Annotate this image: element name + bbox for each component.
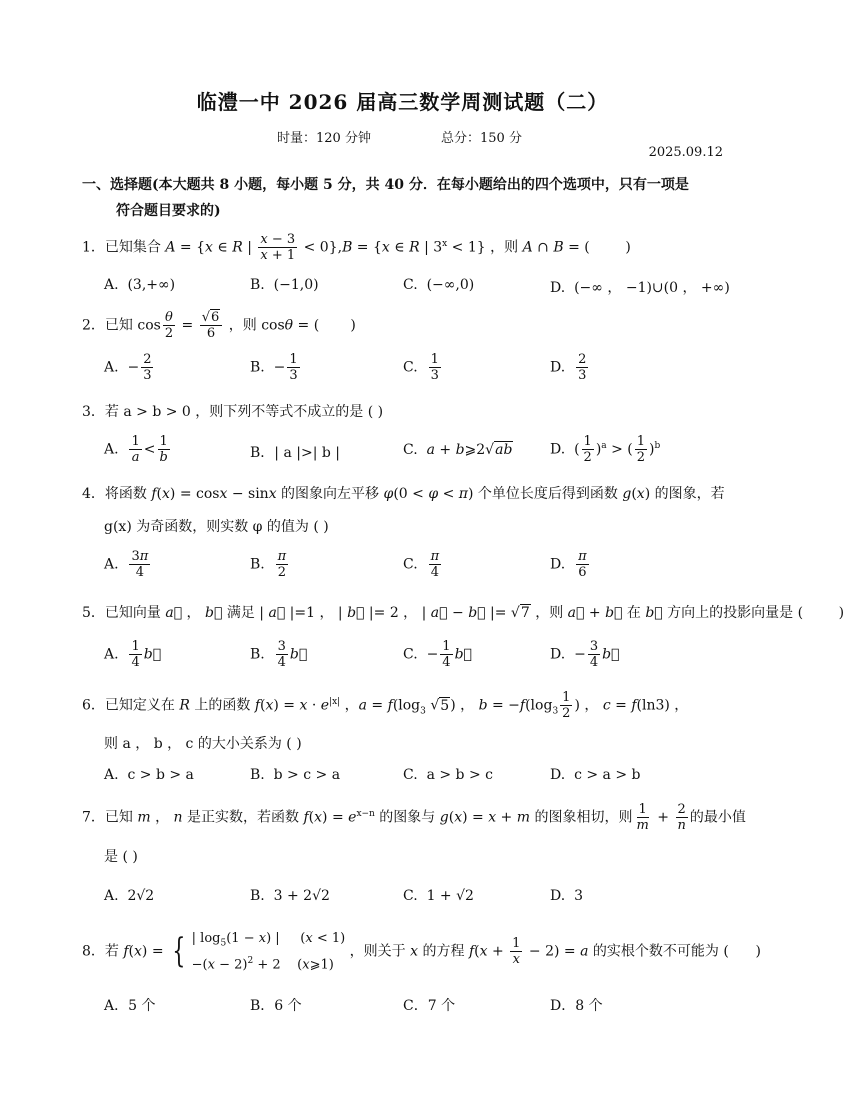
q1-option-a[interactable]: A. (3,+∞) xyxy=(104,277,176,293)
question-7-stem: 7．已知 m ， n 是正实数，若函数 $f(x) = e^{x-n}$ 的图象与 g(x) = x + m 的图象相切，则 $\frac{1}{m}$ + $\frac{2}{n}$ 的最小值 xyxy=(82,802,746,833)
q8-option-d[interactable]: D．8 个 xyxy=(550,998,603,1014)
q8-option-a[interactable]: A．5 个 xyxy=(104,998,156,1014)
q3-option-a[interactable]: A. $\frac{1}{a}$ < $\frac{1}{b}$ xyxy=(104,434,168,465)
q7-option-a-value: 2√2 xyxy=(127,888,155,904)
section-heading: 一、选择题(本大题共 8 小题，每小题 5 分，共 40 分．在每小题给出的四个选项中，只有一项是 xyxy=(82,177,689,193)
q8-option-c-value: 7 个 xyxy=(427,998,456,1014)
question-7-stem-cont: 是 ( ) xyxy=(104,849,138,865)
q3-option-c[interactable]: C. a + b⩾2√ab xyxy=(403,442,513,458)
q4-option-d[interactable]: D. $\frac{\pi}{6}$ xyxy=(550,549,587,580)
q5-option-c[interactable]: C. − $\frac{1}{4}$ b⃗ xyxy=(403,639,472,670)
q7-option-c-value: 1 + √2 xyxy=(426,888,474,904)
q1-option-c[interactable]: C. (−∞,0) xyxy=(403,277,475,293)
q1-option-c-value: (−∞,0) xyxy=(426,277,475,293)
q6-option-c-value: a > b > c xyxy=(426,767,493,783)
q5-option-b[interactable]: B. $\frac{3}{4}$ b⃗ xyxy=(250,639,308,670)
q6-option-a[interactable]: A. c > b > a xyxy=(104,767,194,783)
q7-option-b[interactable]: B. 3 + 2√2 xyxy=(250,888,330,904)
q1-option-d-value: (−∞ ， −1)∪(0 ， +∞) xyxy=(574,280,730,296)
q8-option-d-value: 8 个 xyxy=(575,998,603,1014)
q2-option-d[interactable]: D. $\frac{2}{3}$ xyxy=(550,352,587,383)
q7-option-a[interactable]: A. 2√2 xyxy=(104,888,155,904)
score-label: 总分：150 分 xyxy=(441,131,522,146)
q4-option-a[interactable]: A. $\frac{3\pi}{4}$ xyxy=(104,549,149,580)
piecewise-function: { | $\log_5(1 - x)$ | (x < 1) $-(x - 2)^2 + 2$ (x⩾1) xyxy=(172,931,346,972)
q6-option-c[interactable]: C. a > b > c xyxy=(403,767,493,783)
question-4-stem-cont: g(x) 为奇函数，则实数 φ 的值为 ( ) xyxy=(104,519,329,535)
q1-option-a-value: (3,+∞) xyxy=(127,277,176,293)
q2-option-c[interactable]: C. $\frac{1}{3}$ xyxy=(403,352,439,383)
q8-option-b-value: 6 个 xyxy=(274,998,302,1014)
q5-option-a[interactable]: A. $\frac{1}{4}$ b⃗ xyxy=(104,639,162,670)
q1-option-b-value: (−1,0) xyxy=(273,277,319,293)
exam-date: 2025.09.12 xyxy=(648,145,723,160)
question-6-stem-cont: 则 a ， b ， c 的大小关系为 ( ) xyxy=(104,736,302,752)
q6-option-b[interactable]: B. b > c > a xyxy=(250,767,341,783)
q6-option-b-value: b > c > a xyxy=(273,767,341,783)
question-2-stem: 2．已知 cos $\frac{\theta}{2}$ = $\frac{√6}{6}$ ，则 cosθ = ( ) xyxy=(82,310,356,341)
q3-option-d[interactable]: D. ( $\frac{1}{2}$ )$^a$ > ( $\frac{1}{2}$ )$^b$ xyxy=(550,434,661,465)
q7-option-d[interactable]: D. 3 xyxy=(550,888,583,904)
page-title: 临澧一中 2026 届高三数学周测试题（二） xyxy=(196,90,609,114)
q7-option-d-value: 3 xyxy=(574,888,583,904)
question-3-stem: 3．若 a > b > 0 ，则下列不等式不成立的是 ( ) xyxy=(82,404,384,420)
question-1-stem: 1．已知集合 A = {x ∈ R | $\frac{x - 3}{x + 1}$ < 0},B = {x ∈ R | $3^x < 1$} ，则 A ∩ B = ( ) xyxy=(82,232,631,263)
question-4-stem: 4．将函数 f(x) = cosx − sinx 的图象向左平移 φ(0 < φ < π) 个单位长度后得到函数 g(x) 的图象，若 xyxy=(82,486,725,502)
q4-option-b[interactable]: B. $\frac{\pi}{2}$ xyxy=(250,549,287,580)
q7-option-c[interactable]: C. 1 + √2 xyxy=(403,888,474,904)
q5-option-d[interactable]: D. − $\frac{3}{4}$ b⃗ xyxy=(550,639,620,670)
q6-option-d[interactable]: D. c > a > b xyxy=(550,767,641,783)
question-6-stem: 6．已知定义在 R 上的函数 $f(x) = x \cdot e^{|x|}$ ，$a = f(\log_3$ √5) ， $b = -f(\log_3$ $\frac{1}{2}$ ) ， c = f(ln3) ， xyxy=(82,690,689,721)
question-5-stem: 5．已知向量 a⃗ ， b⃗ 满足 | a⃗ |=1 ， | b⃗ |= 2 ， | a⃗ − b⃗ |= √7 ，则 a⃗ + b⃗ 在 b⃗ 方向上的投影向量是 ( ) xyxy=(82,605,844,621)
q3-option-b[interactable]: B．| a |>| b | xyxy=(250,445,341,461)
q4-option-c[interactable]: C. $\frac{\pi}{4}$ xyxy=(403,549,440,580)
q1-option-d[interactable]: D. (−∞ ， −1)∪(0 ， +∞) xyxy=(550,280,730,296)
q2-option-b[interactable]: B. − $\frac{1}{3}$ xyxy=(250,352,298,383)
section-heading-cont: 符合题目要求的) xyxy=(116,203,221,219)
q7-option-b-value: 3 + 2√2 xyxy=(273,888,330,904)
q1-option-b[interactable]: B. (−1,0) xyxy=(250,277,319,293)
q8-option-c[interactable]: C．7 个 xyxy=(403,998,456,1014)
q6-option-a-value: c > b > a xyxy=(127,767,194,783)
q8-option-b[interactable]: B．6 个 xyxy=(250,998,302,1014)
q2-option-a[interactable]: A. − $\frac{2}{3}$ xyxy=(104,352,152,383)
q8-option-a-value: 5 个 xyxy=(128,998,156,1014)
question-8-stem: 8．若 f(x) = { | $\log_5(1 - x)$ | (x < 1) $-(x - 2)^2 + 2$ (x⩾1) ，则关于 x 的方程 f(x + $\frac{1}{x}$ − 2) = a 的实根个数不可能为 ( ) xyxy=(82,931,761,972)
q6-option-d-value: c > a > b xyxy=(574,767,641,783)
time-label: 时量：120 分钟 xyxy=(277,131,371,146)
q3-option-b-value: | a |>| b | xyxy=(274,445,341,461)
